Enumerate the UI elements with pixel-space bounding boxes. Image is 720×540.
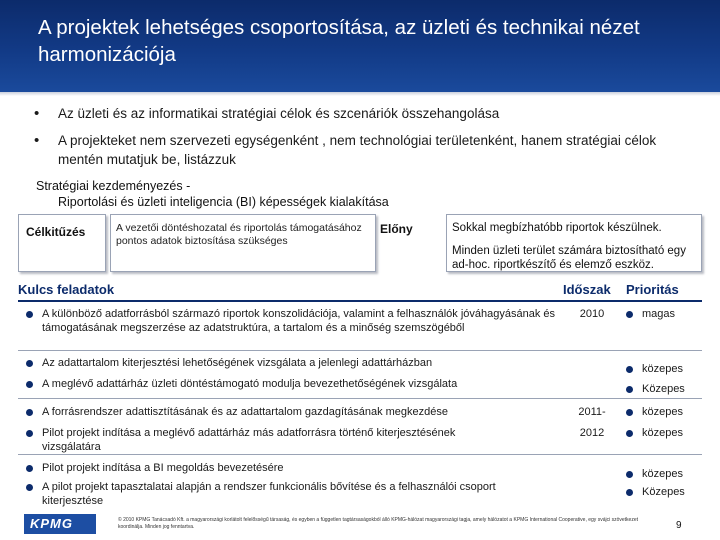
task-period: 2011- [578,406,606,418]
bullet-item [34,104,704,123]
task-text: A meglévő adattárház üzleti döntéstámogató modulja bevezethetőségének vizsgálata [42,378,458,390]
table-header [18,278,702,302]
bullet-dot-icon [26,381,33,388]
priority-dot-icon [626,489,633,496]
task-text: A különböző adatforrásból származó riportok konszolidációja, valamint a felhasználók jóváhagyásának és támogatásának megszerzése az adatstruktúra, a tartalom és a minőség szemszögéből [42,308,556,334]
slide-title: A projektek lehetséges csoportosítása, az üzleti és technikai nézet harmonizációja [38,16,640,66]
task-priority: Közepes [642,383,685,395]
goal-text: A vezetői döntéshozatal és riportolás támogatásához pontos adatok biztosítása szükséges [116,222,362,247]
intro-bullets [34,104,704,177]
goal-label-box [18,214,106,272]
task-period: 2012 [579,427,605,439]
strategy-line-1: Stratégiai kezdeményezés - [36,179,191,193]
header-key-tasks: Kulcs feladatok [18,282,115,297]
priority-dot-icon [626,409,633,416]
benefit-label: Előny [380,222,413,236]
title-bar [0,0,720,92]
bullet-text: A projekteket nem szervezeti egységenként , nem technológiai területenként, hanem stratégiai célok mentén mutatjuk be, listázzuk [58,133,657,167]
bullet-dot-icon [26,360,33,367]
priority-dot-icon [626,366,633,373]
priority-dot-icon [626,430,633,437]
bullet-dot-icon [26,430,33,437]
row-divider [18,398,702,399]
task-priority: magas [642,308,676,320]
benefit-text-2: Minden üzleti terület számára biztosítható egy ad-hoc. riportkészítő és elemző eszköz. [452,245,686,271]
task-priority: közepes [642,468,683,480]
task-period: 2010 [579,308,605,320]
bullet-dot-icon: • [34,105,40,122]
header-period: Időszak [563,282,611,297]
kpmg-logo [24,514,96,534]
task-priority: közepes [642,427,683,439]
header-priority: Prioritás [626,282,679,297]
row-divider [18,350,702,351]
bullet-dot-icon [26,409,33,416]
task-text: Pilot projekt indítása a BI megoldás bevezetésére [42,462,284,474]
bullet-item [34,131,704,169]
task-priority: közepes [642,406,683,418]
benefit-text-1: Sokkal megbízhatóbb riportok készülnek. [452,222,662,234]
task-text: A pilot projekt tapasztalatai alapján a rendszer funkcionális bővítése és a felhasználói csoport kiterjesztése [42,481,496,507]
goal-benefit-panel [18,214,698,274]
footer-copyright: © 2010 KPMG Tanácsadó Kft. a magyarországi korlátolt felelősségű társaság, és egyben a független tagtársaságokból álló KPMG-hálózat magyarországi tagja, amely hálózatot a KPMG International Cooperative, egy svájci szövetkezet koordinálja. Minden jog fenntartva. [118,517,638,530]
goal-label: Célkitűzés [26,225,86,239]
key-tasks-table [18,278,702,512]
task-priority: közepes [642,363,683,375]
bullet-dot-icon: • [34,132,40,149]
bullet-dot-icon [26,484,33,491]
task-text: A forrásrendszer adattisztításának és az adattartalom gazdagításának megkezdése [42,406,449,418]
task-priority: Közepes [642,486,685,498]
strategy-line-2: Riportolási és üzleti inteligencia (BI) képességek kialakítása [58,195,389,209]
priority-dot-icon [626,471,633,478]
bullet-dot-icon [26,311,33,318]
logo-text: KPMG [30,516,73,531]
row-divider [18,454,702,455]
bullet-text: Az üzleti és az informatikai stratégiai célok és szcenáriók összehangolása [58,106,500,121]
title-divider [0,92,720,96]
priority-dot-icon [626,386,633,393]
priority-dot-icon [626,311,633,318]
task-text: Az adattartalom kiterjesztési lehetőségének vizsgálata a jelenlegi adattárházban [42,357,433,369]
page-number: 9 [676,520,682,531]
task-text: Pilot projekt indítása a meglévő adattárház más adatforrásra történő kiterjesztésének vizsgálatára [42,427,456,453]
bullet-dot-icon [26,465,33,472]
strategy-heading [36,178,389,210]
